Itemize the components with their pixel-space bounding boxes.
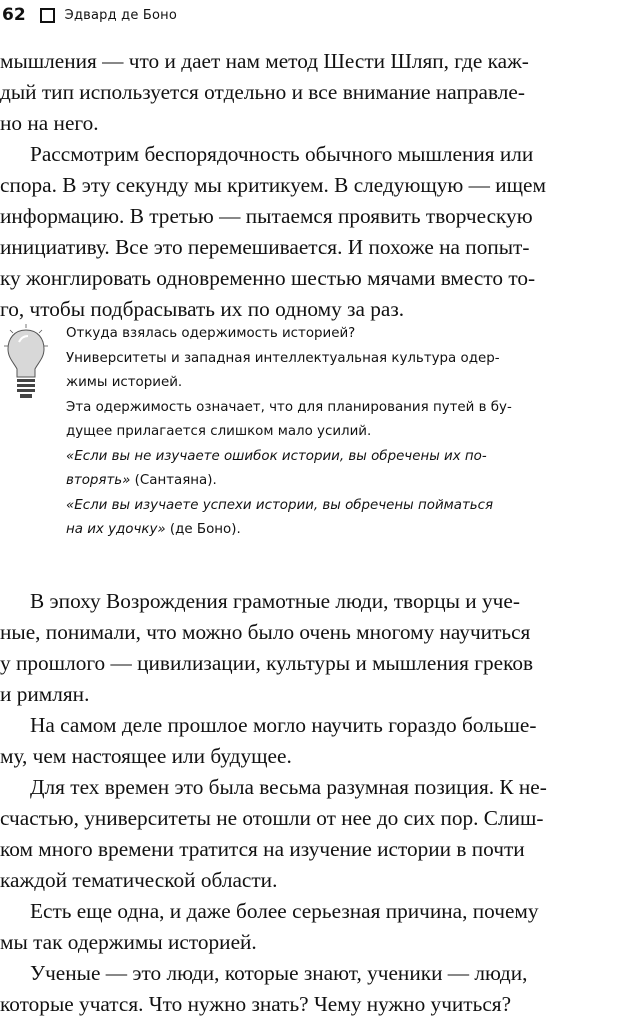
- top-body-text: [0, 46, 616, 325]
- quote-line: [66, 469, 616, 494]
- text-line: дущее прилагается слишком мало усилий.: [66, 424, 372, 439]
- text-line: каждой тематической области.: [0, 868, 278, 892]
- page-header: [0, 2, 177, 28]
- paragraph: [0, 772, 616, 896]
- text-line: Университеты и западная интеллектуальная культура одер-: [66, 350, 500, 366]
- text-line: инициативу. Все это перемешивается. И похоже на попыт-: [0, 235, 530, 259]
- text-line: дый тип используется отдельно и все внимание направле-: [0, 80, 525, 104]
- quote-line: [66, 518, 616, 543]
- text-line: ку жонглировать одновременно шестью мячами вместо то-: [0, 266, 536, 290]
- bottom-body-text: [0, 586, 616, 1020]
- text-line: ные, понимали, что можно было очень многому научиться: [0, 620, 531, 644]
- quote-text: вторять»: [66, 473, 131, 488]
- sidebar-text: [66, 322, 616, 543]
- paragraph-continuation: [0, 46, 616, 139]
- text-line: Рассмотрим беспорядочность обычного мышления или: [30, 142, 534, 166]
- square-bullet-icon: [40, 8, 55, 23]
- text-line: В эпоху Возрождения грамотные люди, творцы и уче-: [30, 589, 520, 613]
- sidebar-box: [0, 322, 620, 574]
- paragraph: [0, 958, 616, 1020]
- text-line: информацию. В третью — пытаемся проявить творческую: [0, 204, 533, 228]
- text-line: На самом деле прошлое могло научить гораздо больше-: [30, 713, 537, 737]
- text-line: жимы историей.: [66, 375, 183, 390]
- text-line: Эта одержимость означает, что для планирования путей в бу-: [66, 399, 512, 415]
- running-title: Эдвард де Боно: [64, 7, 177, 23]
- text-line: которые учатся. Что нужно знать? Чему нужно учиться?: [0, 992, 512, 1016]
- quote-source: (Сантаяна).: [130, 473, 217, 488]
- quote-text: на их удочку»: [66, 522, 166, 537]
- text-line: Есть еще одна, и даже более серьезная причина, почему: [30, 899, 539, 923]
- paragraph: [0, 896, 616, 958]
- text-line: но на него.: [0, 111, 99, 135]
- text-line: Для тех времен это была весьма разумная позиция. К не-: [30, 775, 547, 799]
- text-line: го, чтобы подбрасывать их по одному за раз.: [0, 297, 405, 321]
- quote-source: (де Боно).: [165, 522, 241, 537]
- paragraph: [0, 586, 616, 710]
- text-line: му, чем настоящее или будущее.: [0, 744, 292, 768]
- text-line: Ученые — это люди, которые знают, ученики — люди,: [30, 961, 528, 985]
- text-line: ком много времени тратится на изучение истории в почти: [0, 837, 525, 861]
- text-line: у прошлого — цивилизации, культуры и мышления греков: [0, 651, 534, 675]
- quote-line: «Если вы не изучаете ошибок истории, вы обречены их по-: [66, 448, 487, 464]
- text-line: мы так одержимы историей.: [0, 930, 257, 954]
- text-line: спора. В эту секунду мы критикуем. В следующую — ищем: [0, 173, 546, 197]
- paragraph: [0, 139, 616, 325]
- quote-line: «Если вы изучаете успехи истории, вы обречены пойматься: [66, 497, 494, 513]
- text-line: счастью, университеты не отошли от нее до сих пор. Слиш-: [0, 806, 544, 830]
- text-line: мышления — что и дает нам метод Шести Шляп, где каж-: [0, 49, 529, 73]
- text-line: и римлян.: [0, 682, 90, 706]
- sidebar-question: Откуда взялась одержимость историей?: [66, 326, 356, 341]
- page-number: 62: [2, 5, 26, 25]
- light-bulb-icon: [2, 322, 50, 404]
- paragraph: [0, 710, 616, 772]
